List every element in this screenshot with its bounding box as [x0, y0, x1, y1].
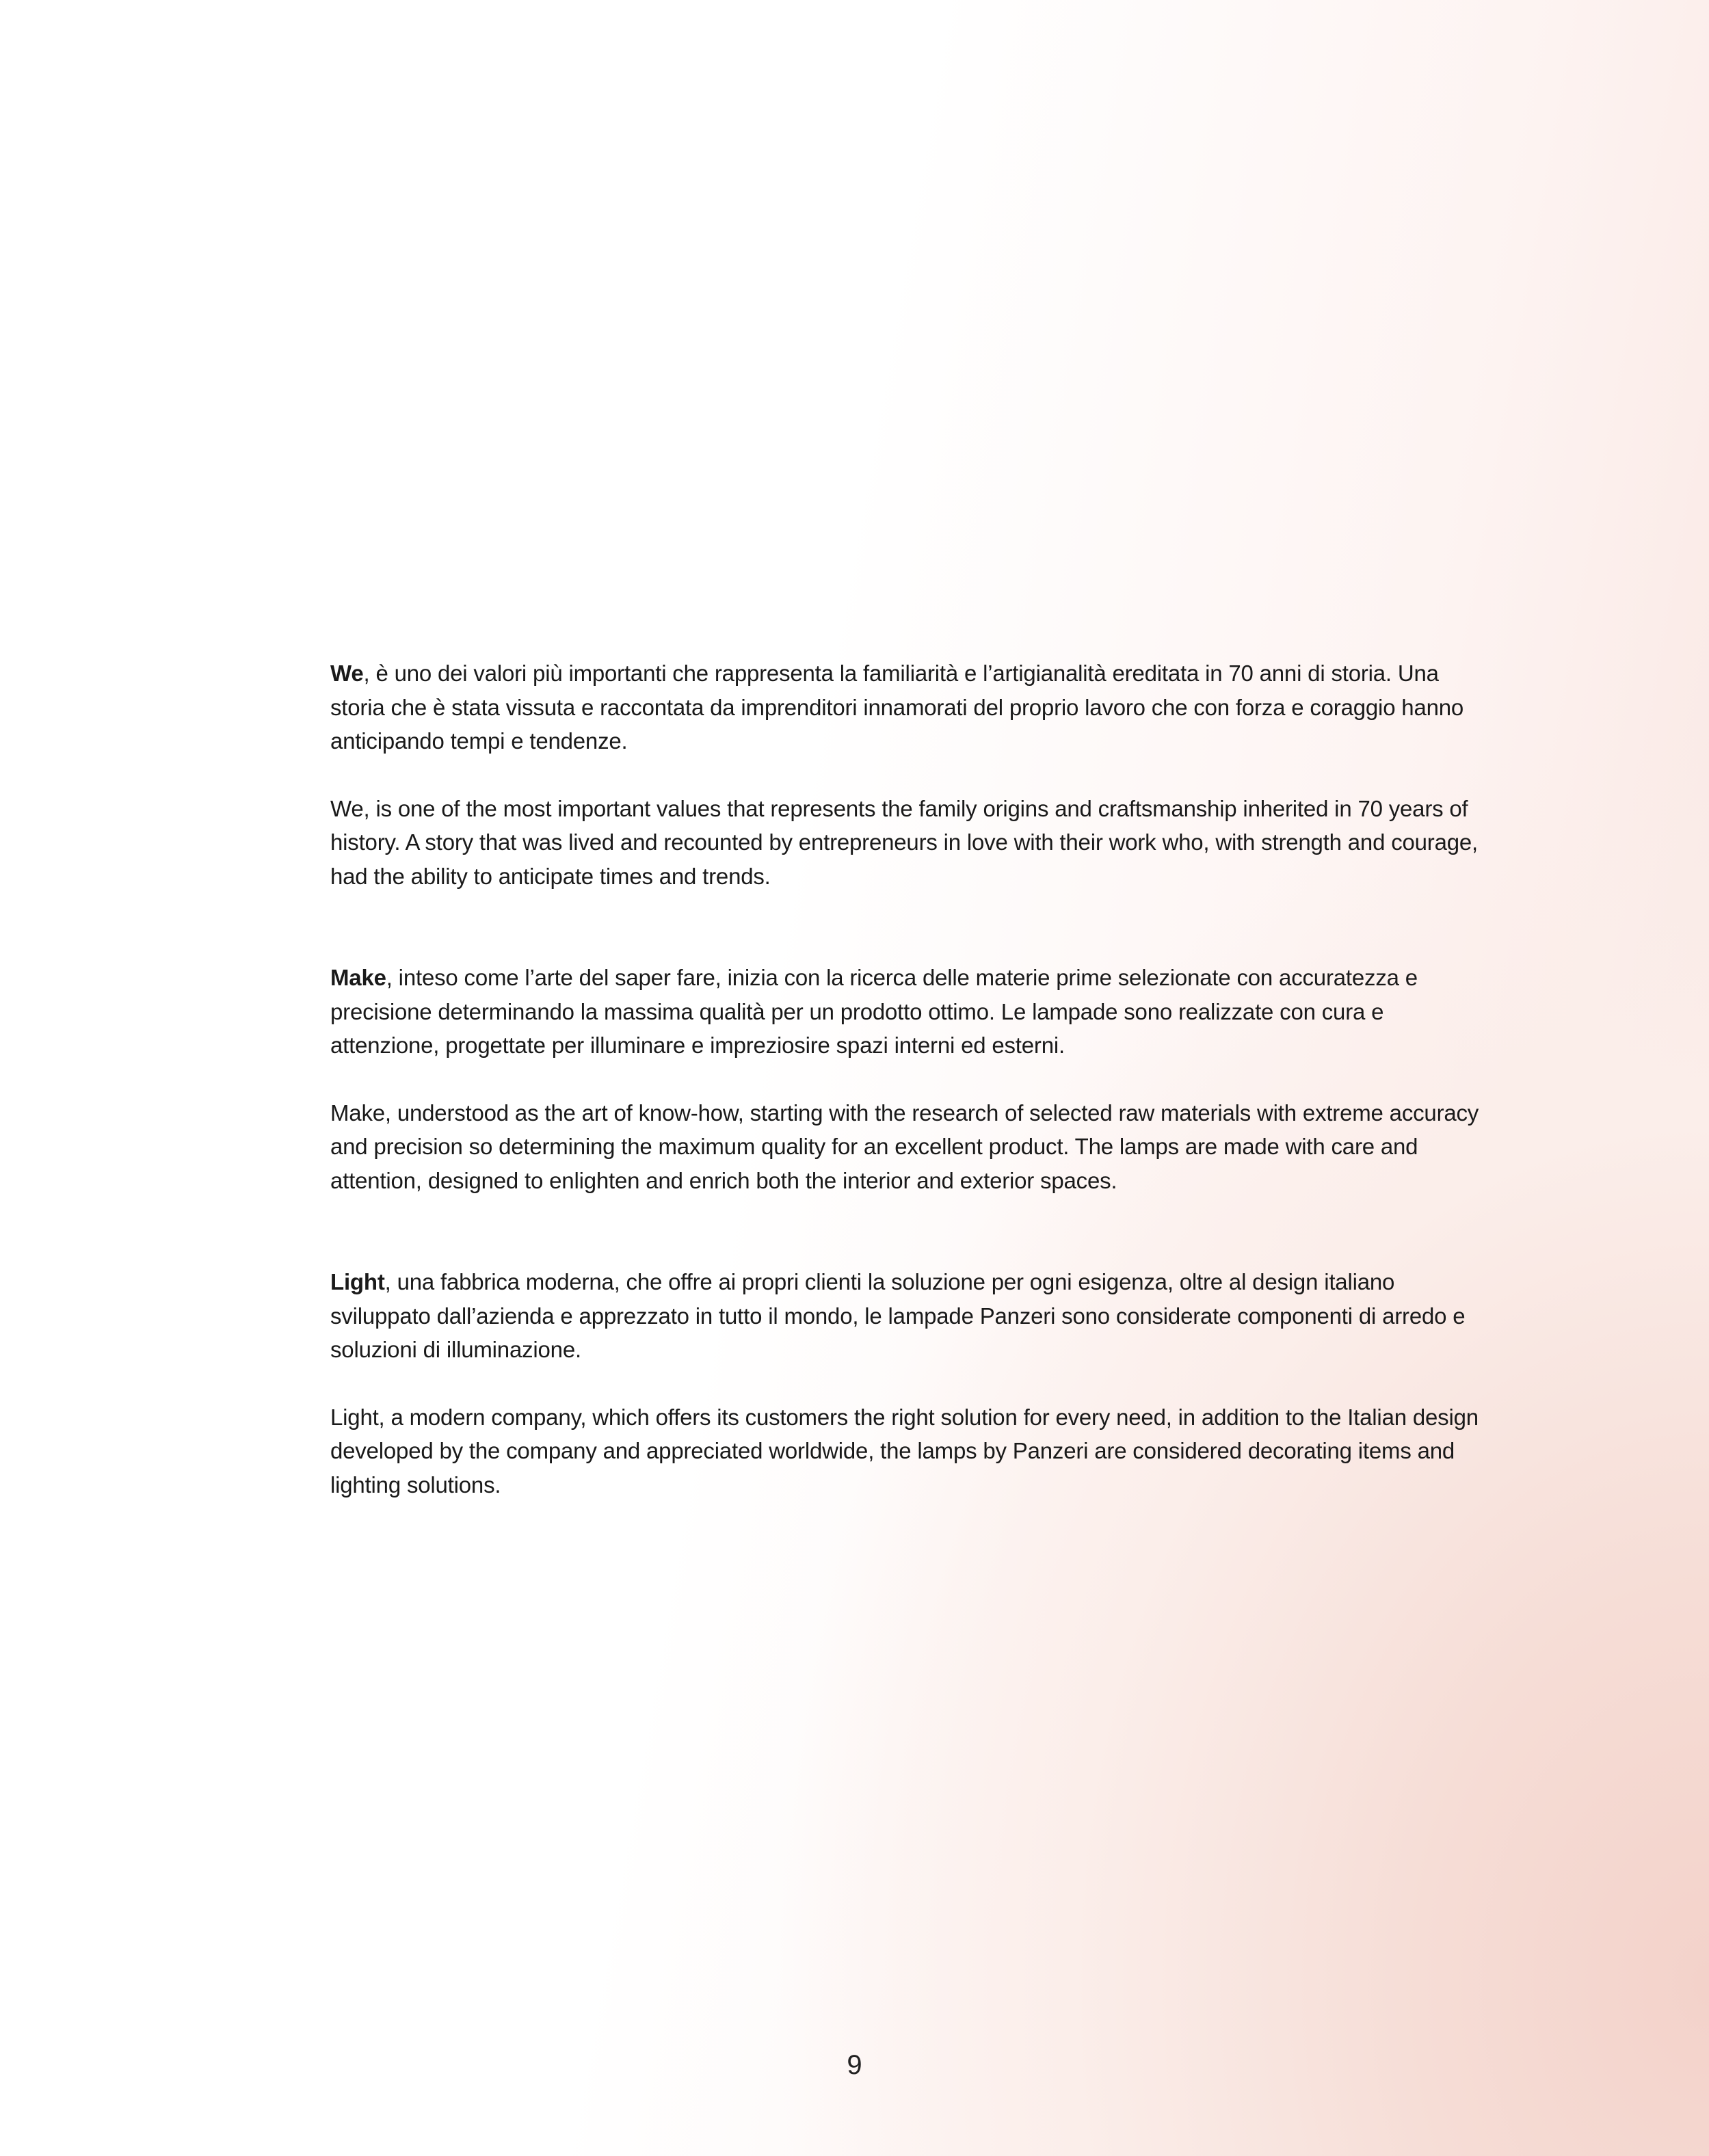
section-light — [330, 1265, 1493, 1502]
italian-text: , è uno dei valori più importanti che rappresenta la familiarità e l’artigianalità ereditata in 70 anni di storia. Una storia che è stata vissuta e raccontata da imprenditori innamorati del proprio lavoro che con forza e coraggio hanno anticipando tempi e tendenze. — [330, 661, 1464, 754]
keyword-make: Make — [330, 965, 386, 990]
italian-text: , una fabbrica moderna, che offre ai propri clienti la soluzione per ogni esigenza, oltre al design italiano sviluppato dall’azienda e apprezzato in tutto il mondo, le lampade Panzeri sono considerate componenti di arredo e soluzioni di illuminazione. — [330, 1269, 1466, 1362]
english-paragraph: Light, a modern company, which offers its customers the right solution for every need, in addition to the Italian design developed by the company and appreciated worldwide, the lamps by Panzeri are considered decorating items and lighting solutions. — [330, 1404, 1479, 1498]
page-content — [330, 656, 1493, 1502]
keyword-we: We — [330, 661, 364, 686]
english-paragraph: We, is one of the most important values that represents the family origins and craftsmanship inherited in 70 years of history. A story that was lived and recounted by entrepreneurs in love with their work who, with strength and courage, had the ability to anticipate times and trends. — [330, 795, 1479, 889]
page-number: 9 — [847, 2050, 862, 2080]
english-paragraph: Make, understood as the art of know-how, starting with the research of selected raw materials with extreme accuracy and precision so determining the maximum quality for an excellent product. The lamps are made with care and attention, designed to enlighten and enrich both the interior and exterior spaces. — [330, 1100, 1479, 1193]
italian-text: , inteso come l’arte del saper fare, inizia con la ricerca delle materie prime selezionate con accuratezza e precisione determinando la massima qualità per un prodotto ottimo. Le lampade sono realizzate con cura e attenzione, progettate per illuminare e impreziosire spazi interni ed esterni. — [330, 965, 1418, 1058]
italian-paragraph — [330, 656, 1493, 758]
italian-paragraph — [330, 961, 1493, 1063]
keyword-light: Light — [330, 1269, 385, 1294]
italian-paragraph — [330, 1265, 1493, 1367]
section-make — [330, 961, 1493, 1197]
section-we — [330, 656, 1493, 893]
